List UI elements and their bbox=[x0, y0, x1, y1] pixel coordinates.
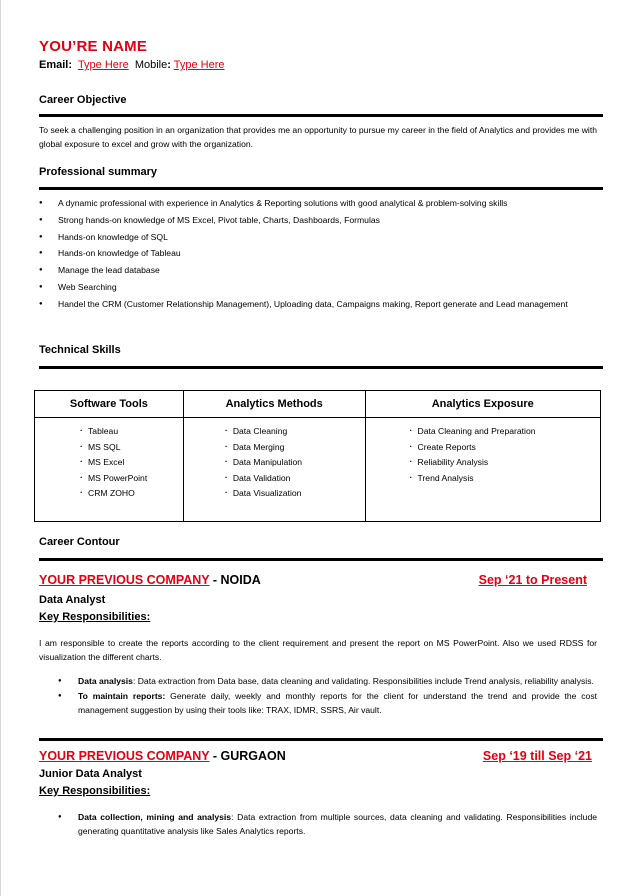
skill-item: · Data Cleaning and Preparation bbox=[418, 424, 601, 440]
list-item: ● Manage the lead database bbox=[39, 263, 597, 277]
page-edge bbox=[0, 0, 1, 896]
job-responsibility-list bbox=[58, 674, 597, 718]
skill-item: · MS SQL bbox=[88, 440, 183, 456]
section-divider bbox=[39, 558, 603, 561]
bullet-label: To maintain reports: bbox=[78, 691, 166, 701]
section-divider bbox=[39, 187, 603, 190]
skills-cell-exposure bbox=[365, 418, 601, 522]
skill-item: · MS PowerPoint bbox=[88, 471, 183, 487]
skill-item: · Data Manipulation bbox=[233, 455, 365, 471]
email-link[interactable]: Type Here bbox=[77, 59, 129, 71]
company-name[interactable]: YOUR PREVIOUS COMPANY bbox=[39, 573, 210, 587]
skills-table bbox=[34, 390, 601, 522]
contact-line bbox=[39, 59, 225, 71]
job-company-line bbox=[39, 749, 286, 763]
skill-item: · Trend Analysis bbox=[418, 471, 601, 487]
career-objective-heading: Career Objective bbox=[39, 94, 127, 106]
company-name[interactable]: YOUR PREVIOUS COMPANY bbox=[39, 749, 210, 763]
section-divider bbox=[39, 738, 603, 741]
career-contour-heading: Career Contour bbox=[39, 536, 120, 548]
job-dates: Sep ‘21 to Present bbox=[478, 573, 587, 587]
mobile-link[interactable]: Type Here bbox=[173, 59, 225, 71]
list-item: ● Hands-on knowledge of Tableau bbox=[39, 246, 597, 260]
career-objective-text: To seek a challenging position in an organization that provides me an opportunity to pursue my career in the field of Analytics and provides me with global exposure to excel and grow with the organization. bbox=[39, 125, 597, 149]
skill-item: · Reliability Analysis bbox=[418, 455, 601, 471]
skills-header-exposure: Analytics Exposure bbox=[365, 391, 601, 418]
skill-item: · CRM ZOHO bbox=[88, 486, 183, 502]
professional-summary-list bbox=[39, 196, 597, 314]
skill-item: · MS Excel bbox=[88, 455, 183, 471]
list-item: ● Hands-on knowledge of SQL bbox=[39, 230, 597, 244]
skills-header-software: Software Tools bbox=[35, 391, 184, 418]
job-dates: Sep ‘19 till Sep ‘21 bbox=[482, 749, 592, 763]
list-item bbox=[58, 674, 597, 688]
bullet-text: Generate daily, weekly and monthly reports for the client for understand the trend and provide the cost management suggestion by using their tools like: TRAX, IDMR, SSRS, Air vault. bbox=[78, 691, 598, 715]
bullet-text: : Data extraction from Data base, data cleaning and validating. Responsibilities include Trend analysis, reliability analysis. bbox=[132, 676, 594, 686]
list-item: ● Strong hands-on knowledge of MS Excel, Pivot table, Charts, Dashboards, Formulas bbox=[39, 213, 597, 227]
skill-item: · Create Reports bbox=[418, 440, 601, 456]
skill-item: · Tableau bbox=[88, 424, 183, 440]
email-label: Email: bbox=[39, 59, 73, 71]
company-location: - NOIDA bbox=[209, 573, 261, 587]
job-company-line bbox=[39, 573, 261, 587]
skill-item: · Data Cleaning bbox=[233, 424, 365, 440]
job-role: Data Analyst bbox=[39, 594, 106, 606]
bullet-label: Data analysis bbox=[78, 676, 133, 686]
bullet-text: : Data extraction from multiple sources, data cleaning and validating. Responsibilities include generating quantitative analysis like Sales Analytics reports. bbox=[78, 812, 598, 836]
key-responsibilities-label: Key Responsibilities: bbox=[39, 785, 151, 797]
list-item bbox=[58, 689, 597, 717]
key-responsibilities-label: Key Responsibilities: bbox=[39, 611, 151, 623]
skills-cell-software bbox=[35, 418, 184, 522]
technical-skills-heading: Technical Skills bbox=[39, 344, 121, 356]
section-divider bbox=[39, 366, 603, 369]
skill-item: · Data Validation bbox=[233, 471, 365, 487]
company-location: - GURGAON bbox=[209, 749, 286, 763]
resume-name: YOU’RE NAME bbox=[39, 38, 148, 55]
skills-header-methods: Analytics Methods bbox=[183, 391, 365, 418]
list-item: ● Handel the CRM (Customer Relationship Management), Uploading data, Campaigns making, Report generate and Lead management bbox=[39, 297, 597, 311]
section-divider bbox=[39, 114, 603, 117]
list-item bbox=[58, 810, 597, 838]
skill-item: · Data Visualization bbox=[233, 486, 365, 502]
list-item: ● Web Searching bbox=[39, 280, 597, 294]
list-item: ● A dynamic professional with experience in Analytics & Reporting solutions with good analytical & problem-solving skills bbox=[39, 196, 597, 210]
skills-cell-methods bbox=[183, 418, 365, 522]
professional-summary-heading: Professional summary bbox=[39, 166, 157, 178]
skill-item: · Data Merging bbox=[233, 440, 365, 456]
bullet-label: Data collection, mining and analysis bbox=[78, 812, 232, 822]
job-responsibility-list bbox=[58, 810, 597, 839]
job-summary: I am responsible to create the reports according to the client requirement and present the report on MS PowerPoint. Also we used RDSS for visualization the different charts. bbox=[39, 638, 597, 662]
mobile-label-text: Mobile: bbox=[134, 59, 171, 71]
job-role: Junior Data Analyst bbox=[39, 768, 142, 780]
